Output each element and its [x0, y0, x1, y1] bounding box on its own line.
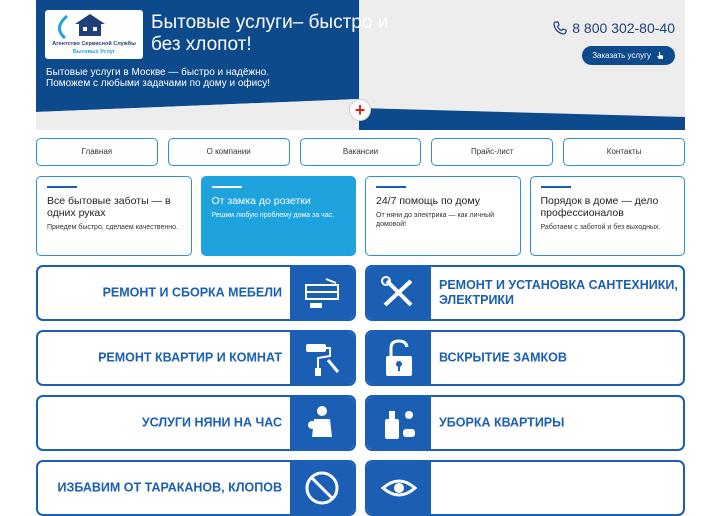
service-label: ИЗБАВИМ ОТ ТАРАКАНОВ, КЛОПОВ	[57, 480, 282, 495]
logo-text-line1: Агентство Сервисной Службы	[52, 41, 136, 47]
card-title: Порядок в доме — дело профессионалов	[540, 194, 659, 219]
card-title: Все бытовые заботы — в одних руках	[47, 194, 171, 219]
phone-number: 8 800 302-80-40	[572, 20, 675, 36]
logo-text-line2: Бытовых Услуг	[72, 49, 116, 55]
service-label: ВСКРЫТИЕ ЗАМКОВ	[439, 350, 567, 365]
service-label: УСЛУГИ НЯНИ НА ЧАС	[141, 415, 282, 430]
feature-card[interactable]	[365, 176, 521, 256]
hand-pointer-icon	[656, 51, 665, 60]
feature-cards	[36, 176, 685, 256]
page-title: Бытовые услуги– быстро и без хлопот!	[151, 12, 389, 55]
lock-icon	[367, 332, 431, 384]
tagline	[46, 67, 296, 89]
tagline-line1: Бытовые услуги в Москве — быстро и надёжно.	[46, 67, 269, 78]
card-accent-line	[212, 186, 242, 188]
nav-about[interactable]: О компании	[168, 138, 290, 166]
header	[36, 0, 685, 130]
feature-card-active[interactable]	[201, 176, 357, 256]
service-label: РЕМОНТ КВАРТИР И КОМНАТ	[98, 350, 282, 365]
service-extra[interactable]	[365, 460, 685, 516]
service-label: РЕМОНТ И УСТАНОВКА САНТЕХНИКИ, ЭЛЕКТРИКИ	[439, 278, 678, 307]
feature-card[interactable]	[530, 176, 686, 256]
service-pest-control[interactable]	[36, 460, 356, 516]
phone-link[interactable]	[553, 20, 675, 36]
logo[interactable]	[45, 10, 143, 59]
cleaning-icon	[367, 397, 431, 449]
paint-roller-icon	[290, 332, 354, 384]
tagline-line2: Поможем с любыми задачами по дому и офису!	[46, 78, 271, 89]
furniture-icon	[290, 267, 354, 319]
card-accent-line	[541, 186, 571, 188]
service-locks[interactable]	[365, 330, 685, 386]
service-cleaning[interactable]	[365, 395, 685, 451]
order-service-button[interactable]	[582, 46, 675, 65]
phone-icon	[553, 21, 567, 35]
card-text: От няни до электрика — как личный домовой!	[376, 211, 495, 228]
nav-vacancies[interactable]: Вакансии	[300, 138, 422, 166]
order-service-label: Заказать услугу	[592, 51, 651, 60]
nav-contacts[interactable]: Контакты	[563, 138, 685, 166]
service-furniture[interactable]	[36, 265, 356, 321]
card-title: 24/7 помощь по дому	[376, 194, 480, 207]
nanny-icon	[290, 397, 354, 449]
service-nanny[interactable]	[36, 395, 356, 451]
page	[36, 0, 685, 495]
medical-plus-icon: +	[349, 99, 371, 121]
eye-icon	[367, 462, 431, 514]
tools-icon	[367, 267, 431, 319]
pest-icon	[290, 462, 354, 514]
feature-card[interactable]	[36, 176, 192, 256]
card-text: Приедем быстро, сделаем качественно.	[47, 223, 178, 231]
service-label: РЕМОНТ И СБОРКА МЕБЕЛИ	[102, 285, 282, 300]
service-plumbing[interactable]	[365, 265, 685, 321]
card-text: Решим любую проблему дома за час.	[211, 211, 335, 219]
main-nav	[36, 138, 685, 166]
card-accent-line	[376, 186, 406, 188]
service-label: УБОРКА КВАРТИРЫ	[439, 415, 565, 430]
service-renovation[interactable]	[36, 330, 356, 386]
house-logo-icon	[45, 10, 143, 40]
card-accent-line	[47, 186, 77, 188]
nav-home[interactable]: Главная	[36, 138, 158, 166]
card-text: Работаем с заботой и без выходных.	[540, 223, 661, 231]
nav-prices[interactable]: Прайс-лист	[431, 138, 553, 166]
card-title: От замка до розетки	[211, 194, 311, 207]
